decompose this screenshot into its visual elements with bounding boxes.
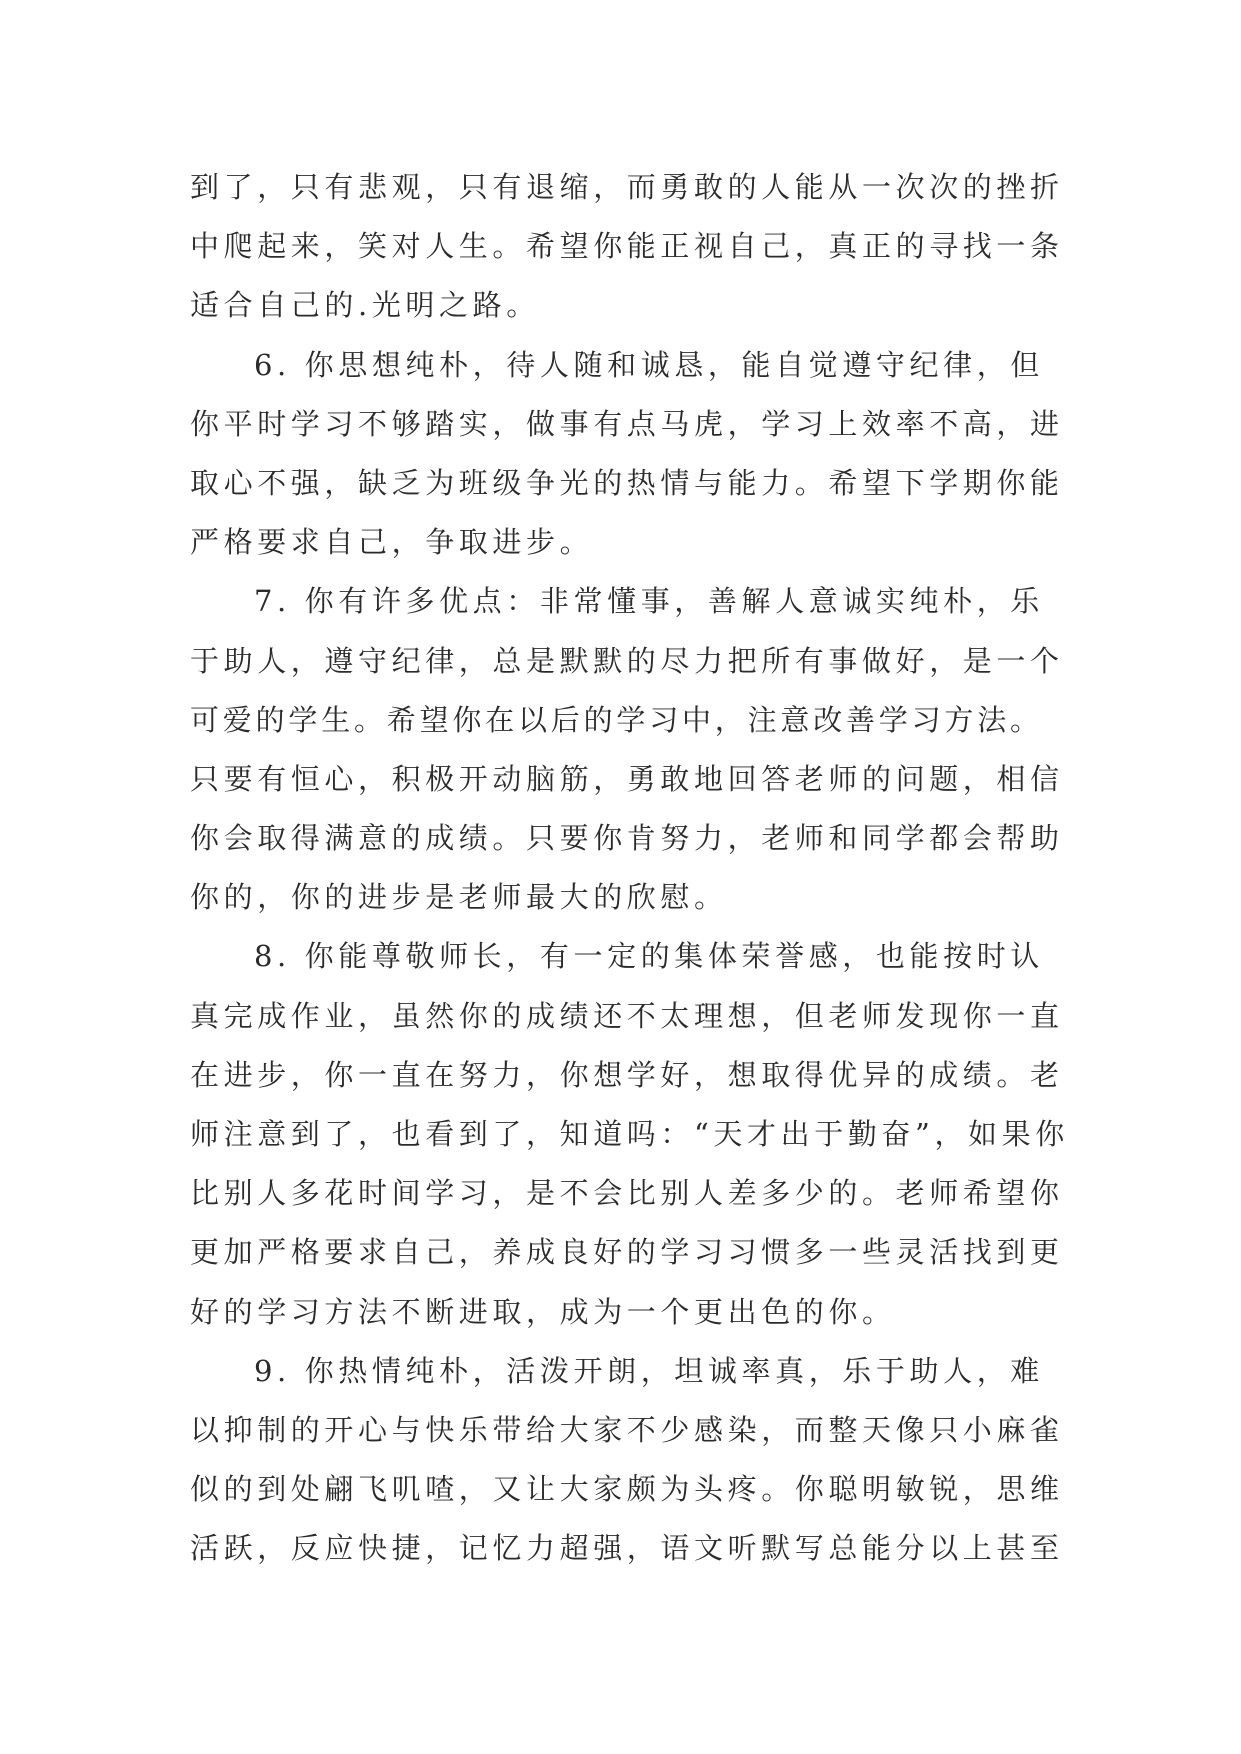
text-line: 好的学习方法不断进取，成为一个更出色的你。 xyxy=(190,1294,896,1329)
paragraph-9-first-line: 9. 你热情纯朴，活泼开朗，坦诚率真，乐于助人，难 xyxy=(254,1353,1044,1388)
text-line: 师注意到了，也看到了，知道吗：“天才出于勤奋”，如果你 xyxy=(190,1117,1069,1151)
text-line: 适合自己的.光明之路。 xyxy=(190,288,540,323)
text-line: 你的，你的进步是老师最大的欣慰。 xyxy=(190,880,728,915)
text-line: 更加严格要求自己，养成良好的学习习惯多一些灵活找到更 xyxy=(190,1235,1064,1270)
text-line: 中爬起来，笑对人生。希望你能正视自己，真正的寻找一条 xyxy=(190,229,1064,264)
text-line: 于助人，遵守纪律，总是默默的尽力把所有事做好，是一个 xyxy=(190,643,1064,678)
text-line: 比别人多花时间学习，是不会比别人差多少的。老师希望你 xyxy=(190,1176,1064,1211)
text-line: 你会取得满意的成绩。只要你肯努力，老师和同学都会帮助 xyxy=(190,821,1064,856)
text-line: 真完成作业，虽然你的成绩还不太理想，但老师发现你一直 xyxy=(190,998,1064,1033)
document-body xyxy=(190,158,1069,1579)
text-line: 严格要求自己，争取进步。 xyxy=(190,525,594,560)
text-line: 活跃，反应快捷，记忆力超强，语文听默写总能分以上甚至 xyxy=(190,1531,1064,1566)
text-line: 以抑制的开心与快乐带给大家不少感染，而整天像只小麻雀 xyxy=(190,1412,1064,1447)
text-line: 到了，只有悲观，只有退缩，而勇敢的人能从一次次的挫折 xyxy=(190,170,1064,204)
paragraph-6-first-line: 6. 你思想纯朴，待人随和诚恳，能自觉遵守纪律，但 xyxy=(254,347,1044,382)
paragraph-7-first-line: 7. 你有许多优点：非常懂事，善解人意诚实纯朴，乐 xyxy=(254,584,1044,619)
text-line: 你平时学习不够踏实，做事有点马虎，学习上效率不高，进 xyxy=(190,406,1064,441)
text-line: 似的到处翩飞叽喳，又让大家颇为头疼。你聪明敏锐，思维 xyxy=(190,1472,1064,1507)
paragraph-8-first-line: 8. 你能尊敬师长，有一定的集体荣誉感，也能按时认 xyxy=(254,939,1044,974)
text-line: 在进步，你一直在努力，你想学好，想取得优异的成绩。老 xyxy=(190,1057,1064,1092)
text-line: 取心不强，缺乏为班级争光的热情与能力。希望下学期你能 xyxy=(190,465,1064,500)
text-line: 可爱的学生。希望你在以后的学习中，注意改善学习方法。 xyxy=(190,702,1043,737)
text-line: 只要有恒心，积极开动脑筋，勇敢地回答老师的问题，相信 xyxy=(190,761,1064,796)
